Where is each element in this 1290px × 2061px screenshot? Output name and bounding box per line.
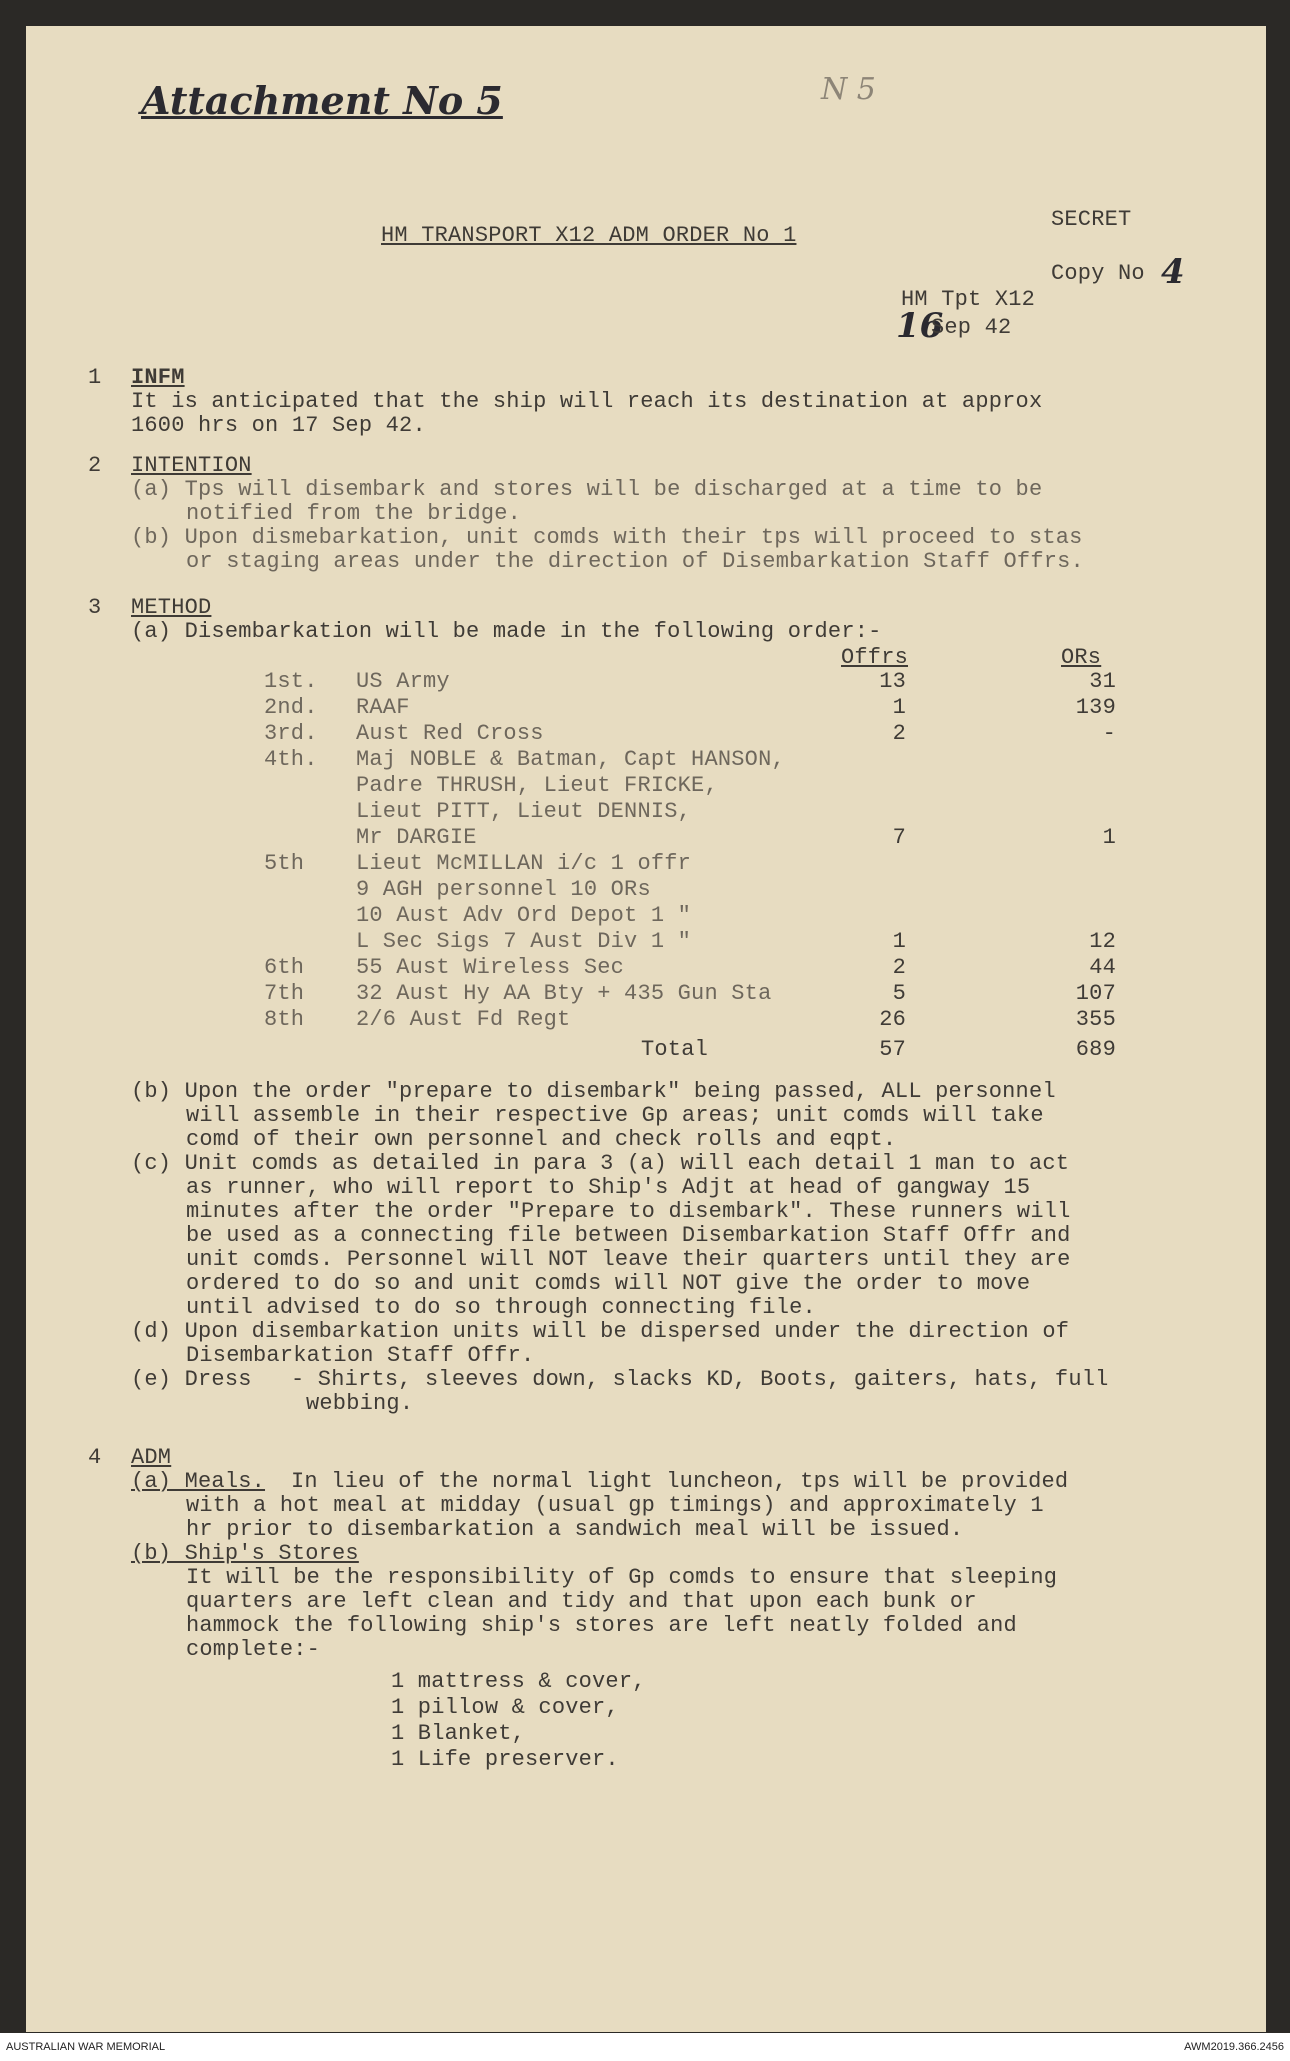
row-offrs: 1 [892,695,906,720]
handwritten-corner-mark: N 5 [821,72,876,107]
order-title: HM TRANSPORT X12 ADM ORDER No 1 [381,223,797,248]
section-4b-line: quarters are left clean and tidy and that upon each bunk or [186,1589,977,1614]
row-offrs: 5 [892,981,906,1006]
secret-label: SECRET [1051,207,1132,232]
total-ors: 689 [1075,1037,1116,1062]
section-4a-line: hr prior to disembarkation a sandwich meal will be issued. [186,1517,964,1542]
handwritten-copy-number: 4 [1161,252,1185,292]
section-2b-line: (b) Upon dismebarkation, unit comds with their tps will proceed to stas [131,525,1083,550]
row-order: 4th. [264,747,318,772]
row-ors: 1 [1102,825,1116,850]
stores-list-item: 1 mattress & cover, [391,1669,646,1694]
column-header-ors: ORs [1061,645,1102,670]
section-3b-line: will assemble in their respective Gp areas; unit comds will take [186,1103,1044,1128]
row-unit: 55 Aust Wireless Sec [356,955,625,980]
section-2-number: 2 [88,453,102,478]
section-3c-line: as runner, who will report to Ship's Adjt at head of gangway 15 [186,1175,1031,1200]
row-order: 5th [264,851,305,876]
row-order: 8th [264,1007,305,1032]
section-4a-line: with a hot meal at midday (usual gp timings) and approximately 1 [186,1493,1044,1518]
section-3c-line: until advised to do so through connecting file. [186,1295,816,1320]
section-3e-line: webbing. [306,1391,414,1416]
stores-list-item: 1 Blanket, [391,1721,526,1746]
row-unit: RAAF [356,695,410,720]
row-ors: 44 [1089,955,1116,980]
section-3-number: 3 [88,595,102,620]
row-order: 2nd. [264,695,318,720]
section-1-number: 1 [88,365,102,390]
row-unit: Padre THRUSH, Lieut FRICKE, [356,773,718,798]
section-3e-label: (e) Dress [131,1367,252,1392]
section-4b-line: complete:- [186,1637,321,1662]
row-offrs: 13 [879,669,906,694]
document-page [26,26,1266,2032]
total-offrs: 57 [879,1037,906,1062]
section-3c-line: minutes after the order "Prepare to disembark". These runners will [186,1199,1071,1224]
section-4a-line: In lieu of the normal light luncheon, tps will be provided [291,1469,1069,1494]
section-3c-line: (c) Unit comds as detailed in para 3 (a) will each detail 1 man to act [131,1151,1070,1176]
row-ors: - [1102,721,1116,746]
row-order: 6th [264,955,305,980]
ship-ref: HM Tpt X12 [901,287,1036,312]
section-3d-line: (d) Upon disembarkation units will be dispersed under the direction of [131,1319,1070,1344]
row-unit: 10 Aust Adv Ord Depot 1 " [356,903,692,928]
section-4b-line: hammock the following ship's stores are left neatly folded and [186,1613,1017,1638]
section-3b-line: (b) Upon the order "prepare to disembark" being passed, ALL personnel [131,1079,1056,1104]
section-3-heading: METHOD [131,595,212,620]
section-4b-label: (b) Ship's Stores [131,1541,359,1566]
section-1-line: 1600 hrs on 17 Sep 42. [131,413,426,438]
row-order: 1st. [264,669,318,694]
handwritten-attachment: Attachment No 5 [141,78,503,123]
order-date: Sep 42 [931,315,1012,340]
section-3c-line: ordered to do so and unit comds will NOT give the order to move [186,1271,1031,1296]
section-2-heading: INTENTION [131,453,252,478]
row-ors: 355 [1075,1007,1116,1032]
row-unit: 32 Aust Hy AA Bty + 435 Gun Sta [356,981,772,1006]
handwritten-day: 16 [896,306,944,346]
row-ors: 139 [1075,695,1116,720]
stores-list-item: 1 Life preserver. [391,1747,619,1772]
row-unit: 9 AGH personnel 10 ORs [356,877,651,902]
row-offrs: 2 [892,721,906,746]
row-ors: 107 [1075,981,1116,1006]
section-1-heading: INFM [131,365,185,390]
section-2a-line: (a) Tps will disembark and stores will be discharged at a time to be [131,477,1043,502]
section-3c-line: unit comds. Personnel will NOT leave their quarters until they are [186,1247,1071,1272]
section-3e-line: - Shirts, sleeves down, slacks KD, Boots, gaiters, hats, full [291,1367,1109,1392]
copy-label: Copy No [1051,261,1145,286]
section-2b-line: or staging areas under the direction of Disembarkation Staff Offrs. [186,549,1084,574]
section-1-line: It is anticipated that the ship will reach its destination at approx [131,389,1043,414]
section-4a-label: (a) Meals. [131,1469,266,1494]
row-unit: US Army [356,669,450,694]
footer-accession: AWM2019.366.2456 [1184,2041,1284,2053]
footer-institution: AUSTRALIAN WAR MEMORIAL [6,2041,166,2053]
section-3c-line: be used as a connecting file between Disembarkation Staff Offr and [186,1223,1071,1248]
section-4b-line: It will be the responsibility of Gp comds to ensure that sleeping [186,1565,1058,1590]
section-3d-line: Disembarkation Staff Offr. [186,1343,535,1368]
row-unit: Maj NOBLE & Batman, Capt HANSON, [356,747,785,772]
stores-list-item: 1 pillow & cover, [391,1695,619,1720]
section-4-heading: ADM [131,1445,172,1470]
row-unit: 2/6 Aust Fd Regt [356,1007,571,1032]
row-unit: Lieut McMILLAN i/c 1 offr [356,851,692,876]
row-offrs: 26 [879,1007,906,1032]
section-3b-line: comd of their own personnel and check rolls and eqpt. [186,1127,897,1152]
section-3a-intro: (a) Disembarkation will be made in the following order:- [131,619,882,644]
row-offrs: 1 [892,929,906,954]
row-unit: Aust Red Cross [356,721,544,746]
section-2a-line: notified from the bridge. [186,501,522,526]
row-offrs: 2 [892,955,906,980]
row-ors: 12 [1089,929,1116,954]
section-4-number: 4 [88,1445,102,1470]
row-order: 7th [264,981,305,1006]
archive-footer [0,2033,1290,2061]
total-label: Total [641,1037,709,1062]
row-unit: Mr DARGIE [356,825,477,850]
row-unit: L Sec Sigs 7 Aust Div 1 " [356,929,692,954]
row-ors: 31 [1089,669,1116,694]
row-offrs: 7 [892,825,906,850]
row-unit: Lieut PITT, Lieut DENNIS, [356,799,692,824]
row-order: 3rd. [264,721,318,746]
column-header-offrs: Offrs [841,645,909,670]
